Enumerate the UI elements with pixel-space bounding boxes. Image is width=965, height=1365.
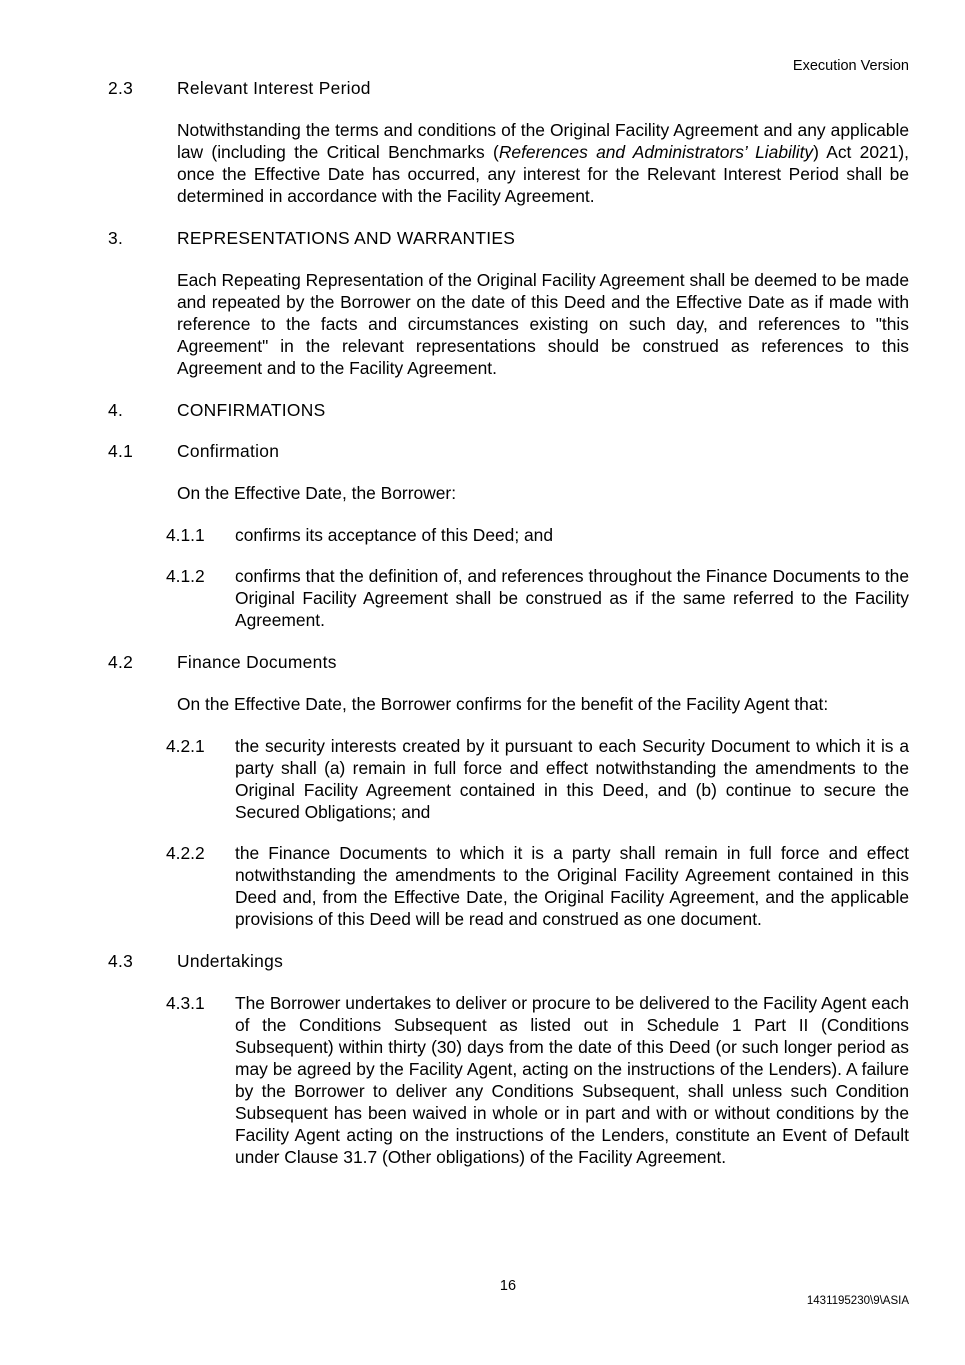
section-2-3-number: 2.3 — [108, 78, 134, 98]
section-4-1-intro: On the Effective Date, the Borrower: — [177, 483, 457, 503]
clause-4-1-1-text: confirms its acceptance of this Deed; and — [235, 525, 554, 545]
section-4-2-intro: On the Effective Date, the Borrower confirms for the benefit of the Facility Agent that: — [177, 694, 829, 714]
section-4-2-title: Finance Documents — [177, 652, 337, 672]
page-number: 16 — [499, 1278, 517, 1294]
clause-4-2-1-text: the security interests created by it pursuant to each Security Document to which it is a party shall (a) remain in full force and effect notwithstanding the amendments to the Original Facility Agreement contained in this Deed, and (b) continue to secure the Secured Obligations; and — [235, 736, 909, 822]
section-4-1-title: Confirmation — [177, 441, 280, 461]
clause-4-1-1-number: 4.1.1 — [166, 525, 205, 545]
section-4-title: CONFIRMATIONS — [177, 400, 326, 420]
clause-4-1-2-number: 4.1.2 — [166, 566, 205, 586]
section-4-3-number: 4.3 — [108, 951, 134, 971]
section-4-2-number: 4.2 — [108, 652, 134, 672]
section-3-number: 3. — [108, 228, 124, 248]
clause-4-2-2-text: the Finance Documents to which it is a party shall remain in full force and effect notwithstanding the amendments to the Original Facility Agreement contained in this Deed and, from the Effective Date, the Original Facility Agreement, and the applicable provisions of this Deed will be read and construed as one document. — [235, 843, 909, 929]
clause-4-3-1-text: The Borrower undertakes to deliver or procure to be delivered to the Facility Agent each of the Conditions Subsequent as listed out in Schedule 1 Part II (Conditions Subsequent) within thirty (30) days from the date of this Deed (or such longer period as may be agreed by the Facility Agent, acting on the instructions of the Lenders). A failure by the Borrower to deliver any Conditions Subsequent, shall unless such Condition Subsequent has been waived in whole or in part and with or without conditions by the Facility Agent acting on the instructions of the Lenders, constitute an Event of Default under Clause 31.7 (Other obligations) of the Facility Agreement. — [235, 993, 909, 1167]
clause-4-2-1-number: 4.2.1 — [166, 736, 205, 756]
section-4-1-number: 4.1 — [108, 441, 134, 461]
section-4-number: 4. — [108, 400, 124, 420]
section-3-paragraph: Each Repeating Representation of the Original Facility Agreement shall be deemed to be made and repeated by the Borrower on the date of this Deed and the Effective Date as if made with reference to the facts and circumstances existing on such day, and references to "this Agreement" in the relevant representations should be construed as references to this Agreement and to the Facility Agreement. — [177, 270, 909, 378]
clause-4-2-2-number: 4.2.2 — [166, 843, 205, 863]
clause-4-3-1-number: 4.3.1 — [166, 993, 205, 1013]
section-3-title: REPRESENTATIONS AND WARRANTIES — [177, 228, 516, 248]
clause-4-1-2-text: confirms that the definition of, and references throughout the Finance Documents to the Original Facility Agreement shall be construed as if the same referred to the Facility Agreement. — [235, 566, 909, 630]
section-4-3-title: Undertakings — [177, 951, 284, 971]
section-2-3-title: Relevant Interest Period — [177, 78, 371, 98]
section-2-3-paragraph: Notwithstanding the terms and conditions of the Original Facility Agreement and any applicable law (including the Critical Benchmarks (References and Administrators’ Liability) Act 2021), once the Effective Date has occurred, any interest for the Relevant Interest Period shall be determined in accordance with the Facility Agreement. — [177, 120, 909, 206]
header-version: Execution Version — [792, 58, 909, 74]
document-reference: 1431195230\9\ASIA — [806, 1295, 909, 1307]
